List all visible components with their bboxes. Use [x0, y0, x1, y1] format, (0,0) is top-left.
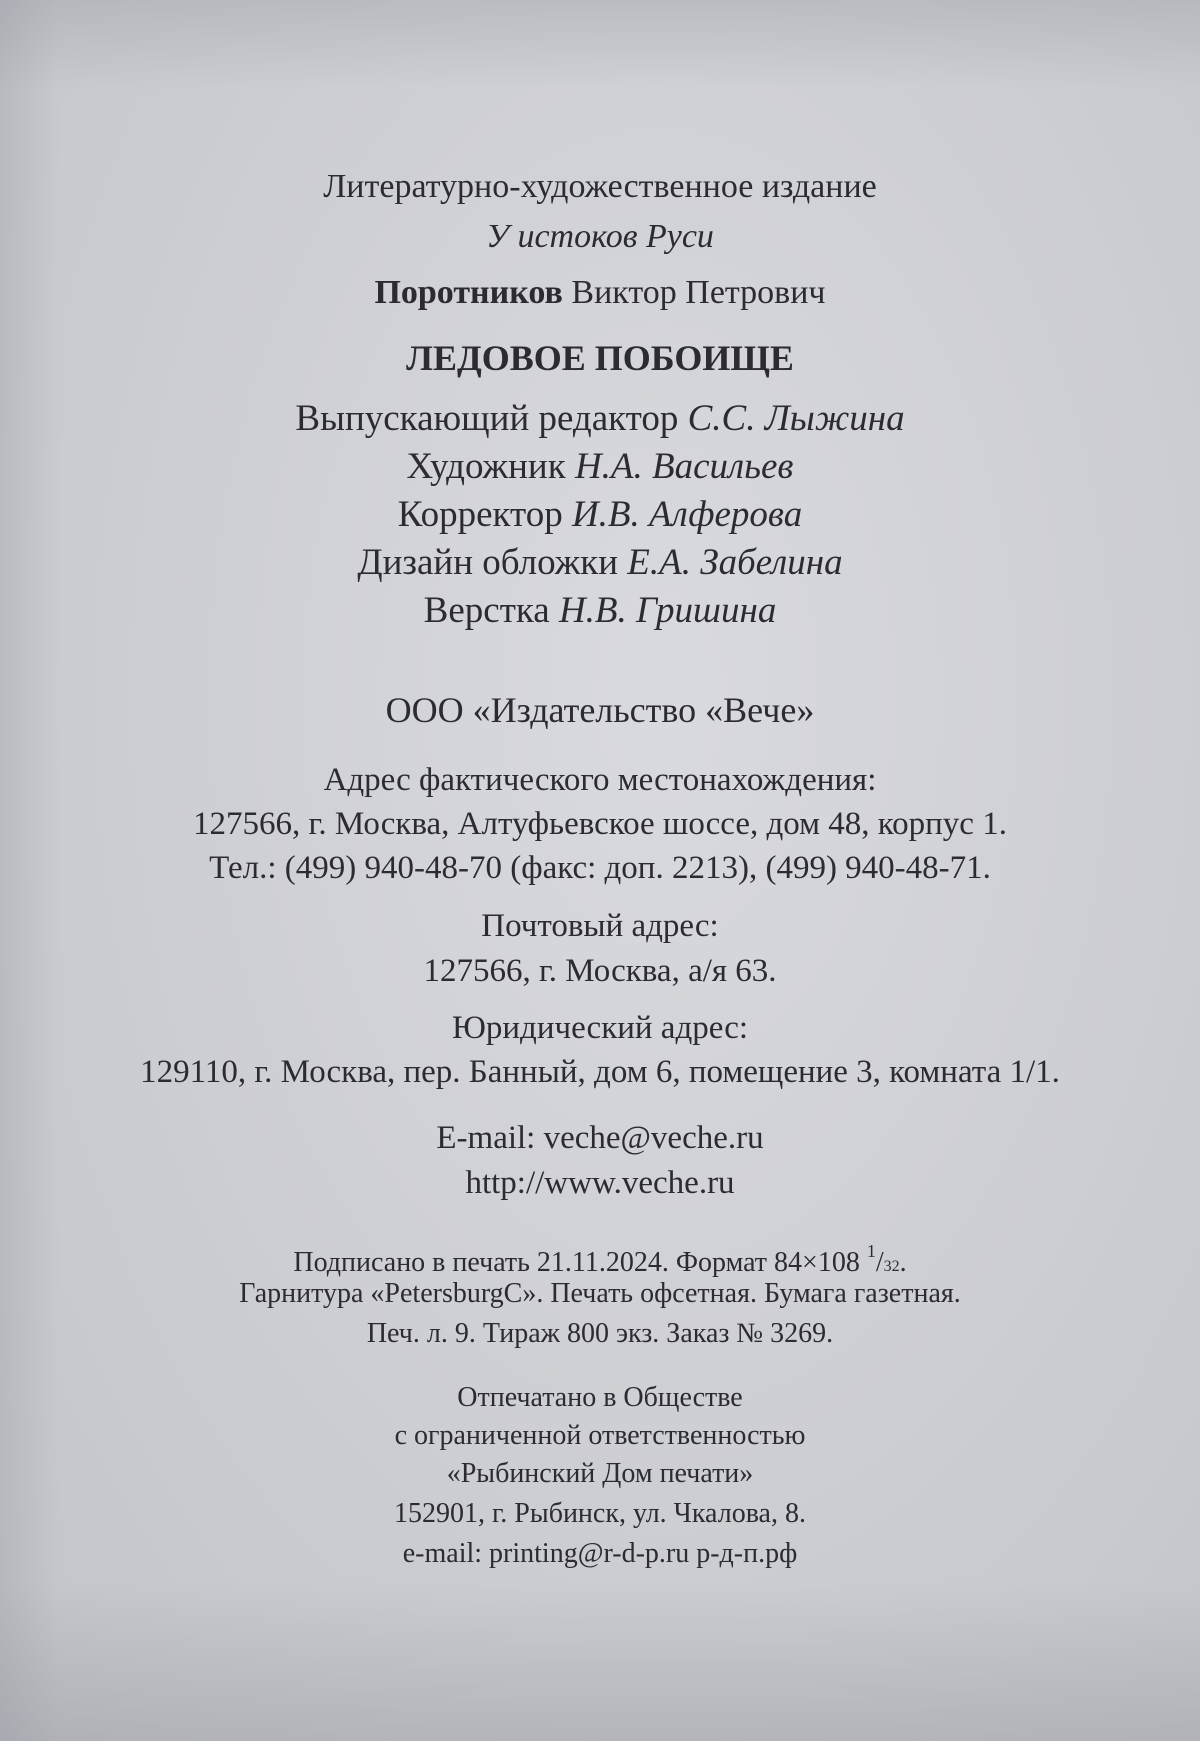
edition-type: Литературно-художественное издание [323, 168, 877, 205]
credit-name: Н.В. Гришина [558, 590, 777, 631]
credit-row [0, 400, 1200, 437]
postal-address-label: Почтовый адрес: [481, 908, 719, 944]
credit-name: Н.А. Васильев [574, 446, 794, 487]
typeface-line: Гарнитура «PetersburgC». Печать офсетная. Бумага газетная. [239, 1278, 961, 1309]
author-given-name: Виктор Петрович [571, 274, 826, 311]
credit-name: Е.А. Забелина [627, 542, 843, 583]
author-line [0, 276, 1200, 310]
credit-role: Дизайн обложки [357, 542, 619, 583]
page-shadow-bottom [0, 1581, 1200, 1741]
signed-to-print-line: Подписано в печать 21.11.2024. Формат 84×108 $^1$/32. [293, 1241, 907, 1278]
publisher-name: ООО «Издательство «Вече» [385, 690, 815, 730]
format-end: . [899, 1247, 907, 1278]
printer-address: 152901, г. Рыбинск, ул. Чкалова, 8. [393, 1498, 806, 1529]
author-surname: Поротников [374, 274, 563, 311]
printer-line-1: Отпечатано в Обществе [457, 1382, 743, 1413]
page-shadow-top [0, 0, 1200, 90]
website-line: http://www.veche.ru [465, 1165, 735, 1201]
credit-row [0, 592, 1200, 629]
series-title: У истоков Руси [486, 218, 714, 255]
actual-address-line: 127566, г. Москва, Алтуфьевское шоссе, дом 48, корпус 1. [193, 806, 1007, 842]
printer-contacts: e-mail: printing@r-d-p.ru р-д-п.рф [402, 1538, 798, 1569]
credit-name: С.С. Лыжина [687, 398, 905, 439]
book-title: ЛЕДОВОЕ ПОБОИЩЕ [406, 338, 794, 378]
credit-role: Художник [406, 446, 566, 487]
email-line: E-mail: veche@veche.ru [436, 1120, 764, 1156]
printer-name: «Рыбинский Дом печати» [446, 1458, 754, 1489]
actual-address-label: Адрес фактического местонахождения: [323, 762, 877, 798]
signed-text: Подписано в печать 21.11.2024. Формат 84×108 [293, 1247, 860, 1278]
credit-row [0, 496, 1200, 533]
credit-name: И.В. Алферова [571, 494, 803, 535]
format-denominator: 32 [883, 1258, 900, 1275]
phone-line: Тел.: (499) 940-48-70 (факс: доп. 2213), (499) 940-48-71. [209, 850, 991, 886]
credit-row [0, 448, 1200, 485]
legal-address-label: Юридический адрес: [451, 1010, 749, 1046]
printer-line-2: с ограниченной ответственностью [394, 1420, 806, 1451]
legal-address-line: 129110, г. Москва, пер. Банный, дом 6, помещение 3, комната 1/1. [140, 1054, 1060, 1090]
credit-role: Верстка [423, 590, 550, 631]
credit-row [0, 544, 1200, 581]
postal-address-line: 127566, г. Москва, а/я 63. [423, 953, 777, 989]
print-run-line: Печ. л. 9. Тираж 800 экз. Заказ № 3269. [366, 1318, 834, 1349]
credit-role: Выпускающий редактор [295, 398, 679, 439]
format-numerator: 1 [866, 1241, 876, 1261]
credit-role: Корректор [397, 494, 563, 535]
